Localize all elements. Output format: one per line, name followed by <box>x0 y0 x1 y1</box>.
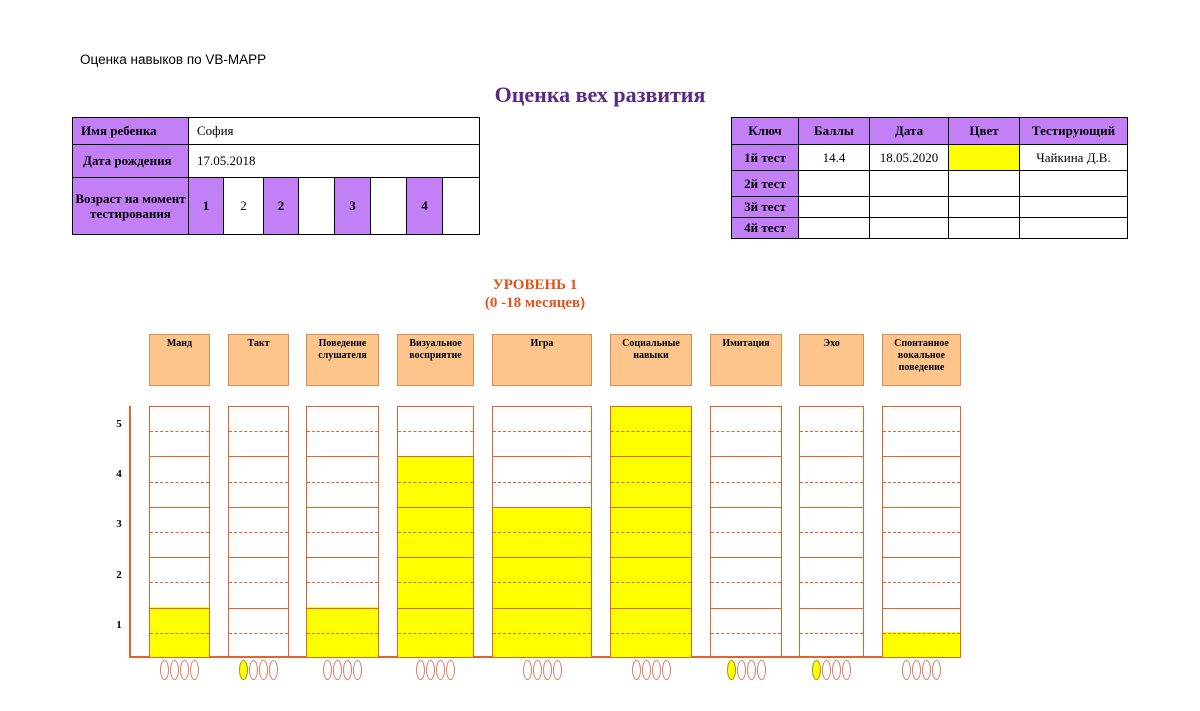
milestone-oval <box>533 660 542 680</box>
key-header: Дата <box>870 118 949 145</box>
milestone-oval <box>553 660 562 680</box>
grid-line <box>883 532 960 533</box>
grid-line <box>229 633 288 634</box>
score-column <box>710 406 782 658</box>
grid-line <box>493 608 591 609</box>
category-label: Спонтанное вокальное поведение <box>882 334 961 386</box>
milestone-oval <box>652 660 661 680</box>
grid-line <box>493 507 591 508</box>
table-row <box>732 145 1128 171</box>
test-score <box>799 171 870 197</box>
test-score <box>799 197 870 218</box>
document-header: Оценка навыков по VB-MAPP <box>80 52 267 67</box>
grid-line <box>398 633 473 634</box>
score-column <box>306 406 379 658</box>
category-label: Социальные навыки <box>610 334 692 386</box>
grid-line <box>229 507 288 508</box>
grid-line <box>229 532 288 533</box>
milestone-ovals <box>710 660 782 682</box>
milestone-oval <box>353 660 362 680</box>
grid-line <box>150 507 209 508</box>
milestone-oval <box>932 660 941 680</box>
milestone-oval <box>912 660 921 680</box>
test-date <box>870 171 949 197</box>
test-date <box>870 218 949 239</box>
grid-line <box>611 633 691 634</box>
grid-line <box>711 633 781 634</box>
category-label: Манд <box>149 334 210 386</box>
grid-line <box>711 507 781 508</box>
milestone-oval <box>842 660 851 680</box>
age-label: Возраст на момент тестирования <box>73 178 189 235</box>
grid-line <box>800 532 863 533</box>
milestone-oval <box>446 660 455 680</box>
grid-line <box>800 431 863 432</box>
grid-line <box>493 532 591 533</box>
score-column <box>149 406 210 658</box>
test-score <box>799 218 870 239</box>
grid-line <box>800 633 863 634</box>
score-column <box>397 406 474 658</box>
test-tester <box>1020 218 1128 239</box>
milestone-oval <box>160 660 169 680</box>
table-row <box>732 218 1128 239</box>
y-tick-label: 4 <box>116 468 122 480</box>
test-label: 3й тест <box>732 197 799 218</box>
grid-line <box>493 633 591 634</box>
test-tester: Чайкина Д.В. <box>1020 145 1128 171</box>
milestone-ovals <box>149 660 210 682</box>
child-name-label: Имя ребенка <box>73 118 189 145</box>
age-cell <box>443 178 480 235</box>
grid-line <box>800 456 863 457</box>
test-tester <box>1020 197 1128 218</box>
milestone-oval <box>822 660 831 680</box>
key-header: Тестирующий <box>1020 118 1128 145</box>
milestone-oval <box>323 660 332 680</box>
score-bar <box>883 632 960 657</box>
milestone-oval <box>170 660 179 680</box>
milestone-oval <box>902 660 911 680</box>
age-cell: 2 <box>264 178 299 235</box>
age-cell: 2 <box>224 178 264 235</box>
grid-line <box>307 482 378 483</box>
milestone-ovals <box>882 660 961 682</box>
grid-line <box>398 582 473 583</box>
grid-line <box>229 456 288 457</box>
test-key-table <box>731 117 1128 239</box>
milestone-ovals <box>492 660 592 682</box>
test-tester <box>1020 171 1128 197</box>
age-cell <box>371 178 407 235</box>
test-score: 14.4 <box>799 145 870 171</box>
grid-line <box>398 557 473 558</box>
grid-line <box>883 582 960 583</box>
grid-line <box>883 456 960 457</box>
score-column <box>228 406 289 658</box>
grid-line <box>398 608 473 609</box>
grid-line <box>883 431 960 432</box>
grid-line <box>800 507 863 508</box>
grid-line <box>150 532 209 533</box>
category-label: Эхо <box>799 334 864 386</box>
table-row <box>732 197 1128 218</box>
grid-line <box>307 582 378 583</box>
test-label: 1й тест <box>732 145 799 171</box>
child-name-value: София <box>189 118 480 145</box>
grid-line <box>229 608 288 609</box>
grid-line <box>150 557 209 558</box>
score-column <box>799 406 864 658</box>
milestone-oval <box>832 660 841 680</box>
grid-line <box>883 482 960 483</box>
grid-line <box>150 582 209 583</box>
grid-line <box>398 507 473 508</box>
grid-line <box>150 431 209 432</box>
grid-line <box>711 482 781 483</box>
grid-line <box>800 608 863 609</box>
milestone-oval <box>757 660 766 680</box>
milestone-oval <box>922 660 931 680</box>
key-header: Цвет <box>949 118 1020 145</box>
grid-line <box>493 557 591 558</box>
grid-line <box>611 431 691 432</box>
milestone-oval <box>333 660 342 680</box>
grid-line <box>611 582 691 583</box>
y-axis <box>129 406 131 658</box>
grid-line <box>800 557 863 558</box>
milestone-oval <box>812 660 821 680</box>
grid-line <box>307 557 378 558</box>
milestone-ovals <box>306 660 379 682</box>
y-tick-label: 5 <box>116 418 122 430</box>
grid-line <box>398 456 473 457</box>
score-column <box>882 406 961 658</box>
milestone-oval <box>269 660 278 680</box>
child-info-table <box>72 117 480 235</box>
grid-line <box>800 482 863 483</box>
milestone-oval <box>662 660 671 680</box>
level-name: УРОВЕНЬ 1 <box>492 277 578 293</box>
grid-line <box>398 431 473 432</box>
grid-line <box>150 608 209 609</box>
category-label: Визуальное восприятие <box>397 334 474 386</box>
grid-line <box>611 557 691 558</box>
milestone-oval <box>426 660 435 680</box>
grid-line <box>883 557 960 558</box>
milestone-oval <box>523 660 532 680</box>
milestone-oval <box>436 660 445 680</box>
category-label: Поведение слушателя <box>306 334 379 386</box>
grid-line <box>229 582 288 583</box>
test-date: 18.05.2020 <box>870 145 949 171</box>
grid-line <box>307 456 378 457</box>
grid-line <box>800 582 863 583</box>
milestone-oval <box>259 660 268 680</box>
category-label: Такт <box>228 334 289 386</box>
grid-line <box>611 507 691 508</box>
grid-line <box>307 507 378 508</box>
age-cell: 4 <box>407 178 443 235</box>
grid-line <box>150 482 209 483</box>
grid-line <box>307 431 378 432</box>
milestone-ovals <box>799 660 864 682</box>
grid-line <box>883 608 960 609</box>
grid-line <box>307 532 378 533</box>
milestone-oval <box>747 660 756 680</box>
score-column <box>610 406 692 658</box>
grid-line <box>711 431 781 432</box>
grid-line <box>883 633 960 634</box>
grid-line <box>711 532 781 533</box>
dob-value: 17.05.2018 <box>189 145 480 178</box>
milestone-oval <box>180 660 189 680</box>
test-color-swatch <box>949 197 1020 218</box>
grid-line <box>611 608 691 609</box>
y-tick-label: 2 <box>116 569 122 581</box>
grid-line <box>493 431 591 432</box>
milestone-oval <box>727 660 736 680</box>
milestone-oval <box>249 660 258 680</box>
test-label: 2й тест <box>732 171 799 197</box>
grid-line <box>493 482 591 483</box>
grid-line <box>398 532 473 533</box>
milestone-oval <box>239 660 248 680</box>
grid-line <box>229 557 288 558</box>
grid-line <box>493 582 591 583</box>
grid-line <box>493 456 591 457</box>
grid-line <box>711 582 781 583</box>
key-header: Баллы <box>799 118 870 145</box>
grid-line <box>711 456 781 457</box>
milestone-oval <box>632 660 641 680</box>
grid-line <box>150 633 209 634</box>
test-label: 4й тест <box>732 218 799 239</box>
milestone-oval <box>416 660 425 680</box>
table-row <box>732 171 1128 197</box>
key-header: Ключ <box>732 118 799 145</box>
category-label: Имитация <box>710 334 782 386</box>
grid-line <box>883 507 960 508</box>
grid-line <box>711 557 781 558</box>
grid-line <box>611 532 691 533</box>
grid-line <box>711 608 781 609</box>
test-date <box>870 197 949 218</box>
grid-line <box>611 456 691 457</box>
milestone-oval <box>642 660 651 680</box>
milestone-oval <box>543 660 552 680</box>
grid-line <box>398 482 473 483</box>
grid-line <box>307 633 378 634</box>
grid-line <box>229 482 288 483</box>
page-title: Оценка вех развития <box>494 82 706 107</box>
age-cell <box>299 178 335 235</box>
y-tick-label: 3 <box>116 518 122 530</box>
milestone-ovals <box>610 660 692 682</box>
y-tick-label: 1 <box>116 619 122 631</box>
grid-line <box>150 456 209 457</box>
category-label: Игра <box>492 334 592 386</box>
grid-line <box>229 431 288 432</box>
milestone-ovals <box>397 660 474 682</box>
age-cell: 3 <box>335 178 371 235</box>
test-color-swatch <box>949 145 1020 171</box>
age-cell: 1 <box>189 178 224 235</box>
milestone-ovals <box>228 660 289 682</box>
score-column <box>492 406 592 658</box>
grid-line <box>307 608 378 609</box>
level-title <box>0 276 1070 312</box>
milestone-oval <box>190 660 199 680</box>
milestone-oval <box>343 660 352 680</box>
dob-label: Дата рождения <box>73 145 189 178</box>
grid-line <box>611 482 691 483</box>
level-range: (0 -18 месяцев) <box>484 295 586 311</box>
test-color-swatch <box>949 171 1020 197</box>
milestone-oval <box>737 660 746 680</box>
test-color-swatch <box>949 218 1020 239</box>
